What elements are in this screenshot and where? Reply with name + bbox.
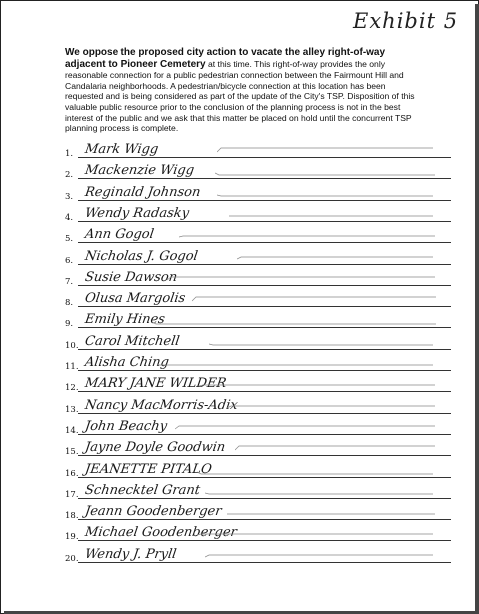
statement-bold-text: the proposed city action to vacate the alley right-of-way adjacent to Pioneer Cemetery [65,47,386,70]
signature-row [65,203,451,224]
handwritten-address-scribble [205,551,437,560]
handwritten-signature: Wendy Radasky [83,205,191,221]
handwritten-address-scribble [167,274,437,283]
handwritten-signature: Jayne Doyle Goodwin [83,440,227,456]
signature-line [78,327,451,328]
signature-number: 15. [65,447,79,458]
signature-row [65,522,451,543]
signature-line [78,434,451,435]
handwritten-address-scribble [217,146,437,155]
handwritten-address-scribble [237,253,437,262]
signature-line [78,178,451,179]
signature-line [78,221,451,222]
signature-number: 20. [65,553,79,564]
handwritten-address-scribble [229,210,437,219]
signature-row [65,224,451,245]
handwritten-signature: MARY JANE WILDER [83,376,228,392]
handwritten-address-scribble [179,231,437,240]
signature-row [65,437,451,458]
handwritten-address-scribble [227,508,437,517]
signature-row [65,459,451,480]
signature-line [78,306,451,307]
handwritten-signature: Ann Gogol [83,227,155,243]
page-shadow [475,4,479,614]
signature-row [65,182,451,203]
statement-body: at this time. This right-of-way provides the only reasonable connection for a public pedestrian connection between the Fairmount Hill and Candalaria neighborhoods. A pedestrian/bicycle connection at this location has been requested and is being considered as part of the update of the City's TSP. Disposition of this valuable public resource prior to the conclusion of the planning process is not in the best interest of the public and we ask that this matter be placed on hold until the concurrent TSP planning process is complete. [65,58,415,134]
handwritten-signature: Schnecktel Grant [83,482,201,498]
signature-line [78,391,451,392]
handwritten-signature: Reginald Johnson [83,184,202,200]
signature-row [65,246,451,267]
handwritten-address-scribble [235,444,437,453]
signature-row [65,288,451,309]
handwritten-signature: Alisha Ching [83,355,170,370]
signature-number: 16. [65,468,79,479]
signature-number: 18. [65,511,79,522]
signature-number: 11. [65,362,79,372]
handwritten-signature: Emily Hines [83,312,166,328]
handwritten-address-scribble [215,167,437,176]
handwritten-signature: Jeann Goodenberger [83,504,223,520]
handwritten-address-scribble [192,295,437,304]
handwritten-address-scribble [157,359,437,368]
handwritten-signature: Mackenzie Wigg [83,163,196,179]
signature-number: 6. [65,255,74,266]
signature-line [78,242,451,243]
signature-number: 14. [65,425,79,436]
signature-row [65,373,451,394]
signature-number: 12. [65,383,79,394]
signature-row [65,480,451,501]
signature-number: 19. [65,532,79,543]
signature-number: 13. [65,404,79,415]
signature-row [65,331,451,352]
handwritten-signature: JEANETTE PITALO [83,461,213,477]
handwritten-signature: Olusa Margolis [83,291,187,307]
signature-number: 5. [65,234,74,245]
signature-row [65,267,451,288]
handwritten-signature: John Beachy [83,418,168,434]
signature-number: 1. [65,149,74,159]
signature-number: 7. [65,276,74,287]
signature-number: 4. [65,212,74,223]
signature-row [65,160,451,181]
statement-lead: We oppose [65,47,119,58]
handwritten-address-scribble [227,402,437,411]
signature-row [65,416,451,437]
signature-number: 2. [65,170,74,181]
signature-row [65,395,451,416]
handwritten-address-scribble [199,380,437,389]
handwritten-signature: Michael Goodenberger [83,525,238,541]
signature-number: 9. [65,319,74,330]
signature-number: 3. [65,191,74,202]
signature-row [65,544,451,565]
exhibit-label: Exhibit 5 [353,9,459,33]
handwritten-address-scribble [209,338,437,347]
signature-line [78,455,451,456]
signature-row [65,309,451,330]
signature-number: 8. [65,298,74,309]
signature-row [65,501,451,522]
signature-line [78,519,451,520]
signature-line [78,370,451,371]
petition-statement [65,47,425,134]
handwritten-signature: Nancy MacMorris-Adix [83,397,239,413]
signature-number: 10. [65,340,79,351]
signature-number: 17. [65,489,79,500]
handwritten-address-scribble [197,529,437,538]
handwritten-address-scribble [217,189,437,198]
signature-row [65,139,451,160]
handwritten-address-scribble [175,423,437,432]
handwritten-address-scribble [205,487,437,496]
handwritten-address-scribble [197,466,437,475]
handwritten-signature: Mark Wigg [83,142,160,157]
handwritten-signature: Susie Dawson [83,269,179,285]
handwritten-signature: Carol Mitchell [83,333,181,349]
handwritten-signature: Wendy J. Pryll [83,546,178,562]
handwritten-address-scribble [152,316,437,325]
signature-line [78,157,451,158]
handwritten-signature: Nicholas J. Gogol [83,248,199,264]
signature-row [65,352,451,373]
signature-line [78,540,451,541]
